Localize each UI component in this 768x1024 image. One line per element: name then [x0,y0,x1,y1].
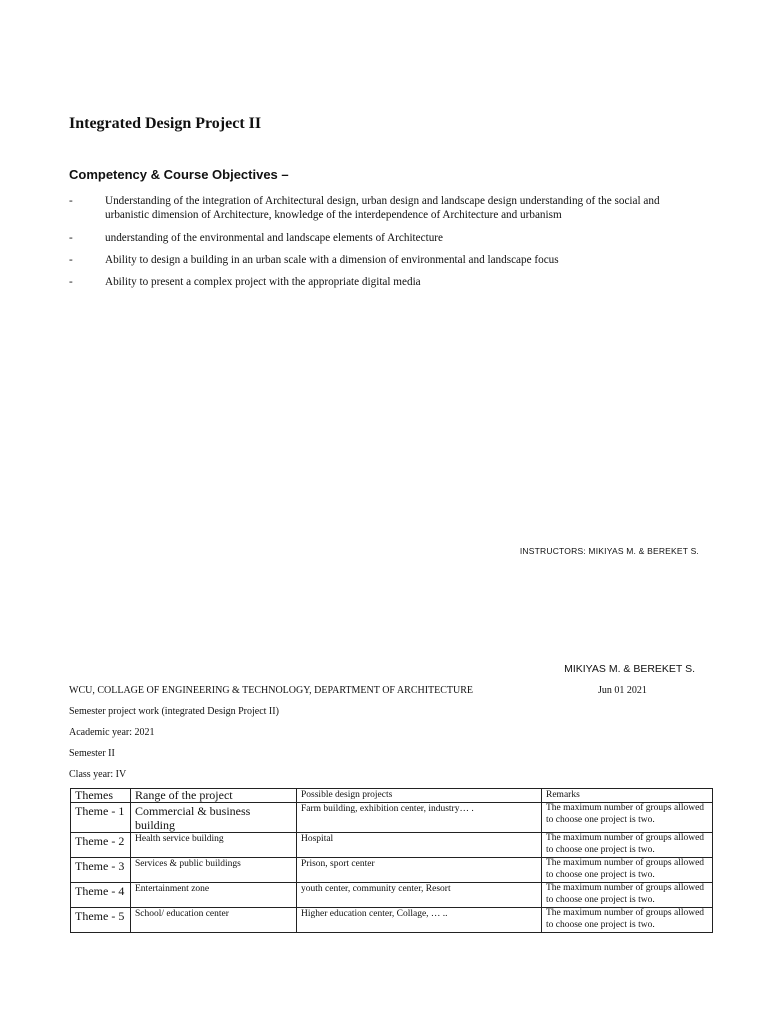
projects-cell: Prison, sport center [297,858,542,883]
meta-line: Class year: IV [69,769,127,780]
table-row [71,803,713,833]
remarks-cell: The maximum number of groups allowed to choose one project is two. [542,833,713,858]
range-cell: Health service building [131,833,297,858]
department-line: WCU, COLLAGE OF ENGINEERING & TECHNOLOGY, DEPARTMENT OF ARCHITECTURE [69,685,474,696]
objective-bullet: - [69,254,73,266]
themes-table [70,788,713,933]
meta-line: Semester project work (integrated Design Project II) [69,706,279,717]
range-cell: Commercial & business building [131,803,297,833]
table-row [71,858,713,883]
document-date: Jun 01 2021 [598,685,647,696]
range-cell: School/ education center [131,908,297,933]
column-header-themes: Themes [71,789,131,803]
objective-text: Ability to present a complex project with the appropriate digital media [105,276,421,288]
projects-cell: Farm building, exhibition center, industry… . [297,803,542,833]
range-cell: Entertainment zone [131,883,297,908]
objective-text: Understanding of the integration of Architectural design, urban design and landscape design understanding of the social and urbanistic dimension of Architecture, knowledge of the interdependence of Architecture and urbanism [105,195,660,221]
meta-line: Academic year: 2021 [69,727,155,738]
theme-cell: Theme - 4 [71,883,131,908]
instructors-line: INSTRUCTORS: MIKIYAS M. & BEREKET S. [519,546,699,556]
projects-cell: Higher education center, Collage, … .. [297,908,542,933]
projects-cell: Hospital [297,833,542,858]
objectives-heading: Competency & Course Objectives – [69,167,289,182]
remarks-cell: The maximum number of groups allowed to choose one project is two. [542,908,713,933]
column-header-remarks: Remarks [542,789,713,803]
objective-bullet: - [69,232,73,244]
table-header-row [71,789,713,803]
remarks-cell: The maximum number of groups allowed to choose one project is two. [542,883,713,908]
column-header-projects: Possible design projects [297,789,542,803]
remarks-cell: The maximum number of groups allowed to choose one project is two. [542,803,713,833]
objective-text: understanding of the environmental and landscape elements of Architecture [105,232,443,244]
table-row [71,908,713,933]
column-header-range: Range of the project [131,789,297,803]
projects-cell: youth center, community center, Resort [297,883,542,908]
objective-text: Ability to design a building in an urban scale with a dimension of environmental and landscape focus [105,254,559,266]
remarks-cell: The maximum number of groups allowed to choose one project is two. [542,858,713,883]
objective-bullet: - [69,276,73,288]
objective-bullet: - [69,195,73,207]
theme-cell: Theme - 1 [71,803,131,833]
meta-line: Semester II [69,748,115,759]
table-row [71,833,713,858]
authors-line: MIKIYAS M. & BEREKET S. [564,663,695,675]
theme-cell: Theme - 3 [71,858,131,883]
document-title: Integrated Design Project II [69,115,262,132]
range-cell: Services & public buildings [131,858,297,883]
table-row [71,883,713,908]
theme-cell: Theme - 2 [71,833,131,858]
theme-cell: Theme - 5 [71,908,131,933]
